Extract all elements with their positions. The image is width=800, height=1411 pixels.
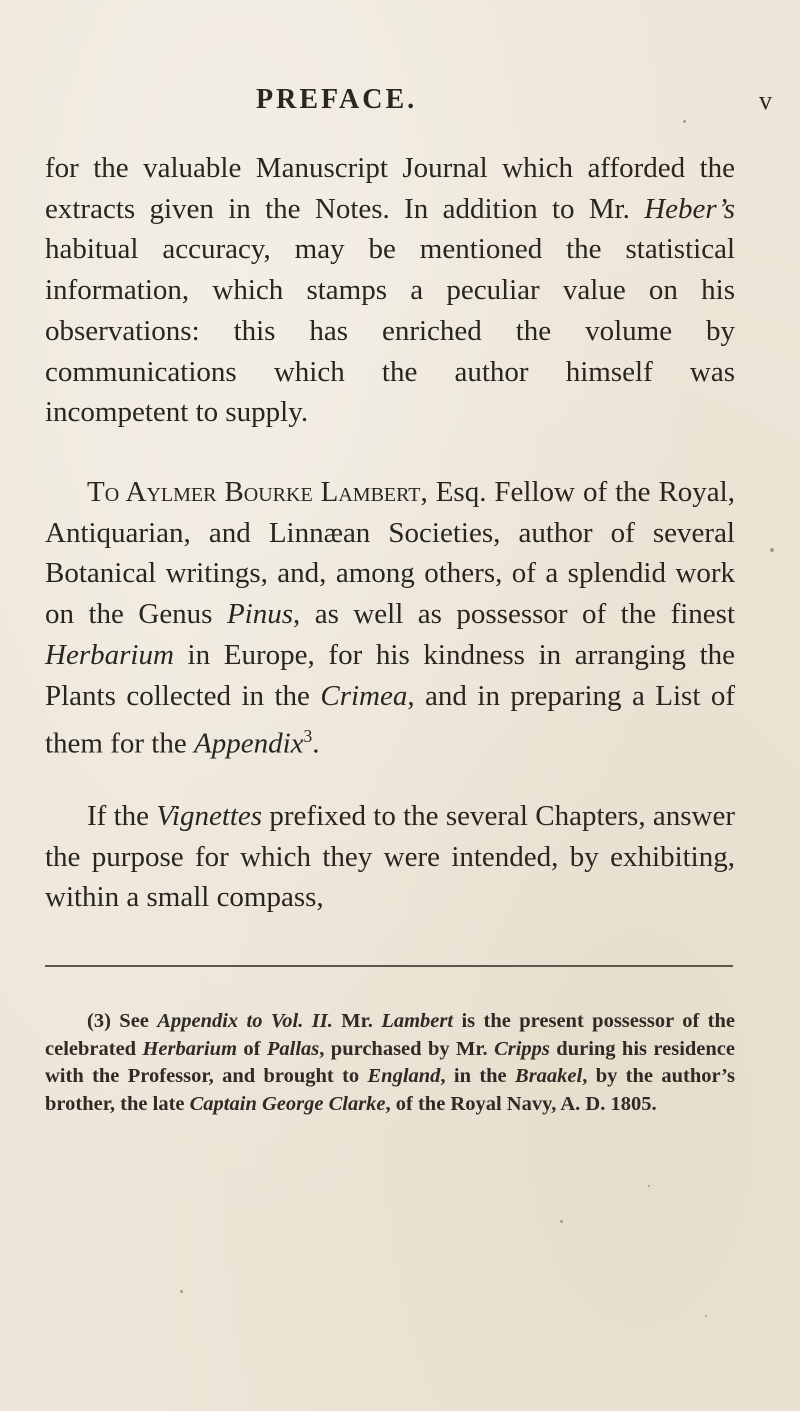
paragraph-3 <box>45 796 735 918</box>
page-header <box>0 84 800 124</box>
footnote-ship: Braakel <box>515 1065 583 1087</box>
appendix-term: Appendix <box>193 727 304 760</box>
footnote-pallas: Pallas <box>266 1037 320 1060</box>
place-crimea: Crimea <box>320 679 408 712</box>
paper-speck <box>180 1290 183 1293</box>
footnote-text-c: of <box>237 1037 267 1060</box>
paper-speck <box>705 1315 707 1317</box>
footnote <box>45 1008 735 1118</box>
footnote-text-d: , purchased by Mr. <box>319 1037 495 1060</box>
paragraph-1 <box>45 148 735 433</box>
herbarium-term: Herbarium <box>45 638 174 671</box>
footnote-appendix: Appendix to Vol. II. <box>157 1010 333 1032</box>
footnote-text-g: , by the author’s brother, the late <box>45 1065 735 1115</box>
vignettes-term: Vignettes <box>156 800 263 832</box>
paper-speck <box>648 1185 650 1187</box>
paper-speck <box>560 1220 563 1223</box>
genus-pinus: Pinus <box>226 598 294 631</box>
footnote-text-h: , of the Royal Navy, A. D. 1805. <box>385 1092 657 1115</box>
paragraph-3-text: If the <box>87 800 157 832</box>
running-title: PREFACE. <box>256 84 418 115</box>
footnote-captain: Captain George Clarke <box>189 1092 386 1115</box>
footnote-herbarium: Herbarium <box>142 1037 238 1060</box>
footnote-marker: 3 <box>303 726 313 747</box>
footnote-england: England <box>367 1065 441 1087</box>
paper-speck <box>770 548 774 552</box>
paragraph-2-text-b: , as well as possessor of the finest <box>293 598 735 631</box>
footnote-divider <box>45 965 733 967</box>
name-heber: Heber’s <box>644 192 735 225</box>
footnote-lambert: Lambert <box>381 1010 454 1032</box>
paragraph-2-text-c: in Europe, for his kindness in arranging the Plants collected in the <box>45 638 735 712</box>
paragraph-1-text: for the valuable Manuscript Journal which afforded the extracts given in the Notes. In addition to Mr. <box>45 152 735 225</box>
paragraph-2-text-d: , and in preparing a List of them for the <box>45 679 736 760</box>
footnote-marker-text: (3) See <box>87 1010 158 1032</box>
name-lambert: To Aylmer Bourke Lambert <box>87 476 421 508</box>
footnote-cripps: Cripps <box>494 1037 550 1060</box>
paragraph-2-text-e: . <box>312 727 320 760</box>
paragraph-2 <box>45 472 735 765</box>
paragraph-3-text-b: prefixed to the several Chapters, answer the purpose for which they were intended, by exhibiting, within a small compass, <box>45 800 735 914</box>
footnote-text-b: is the present possessor of the celebrated <box>45 1010 735 1060</box>
paragraph-2-text: , Esq. Fellow of the Royal, Antiquarian, and Linnæan Societies, author of several Botanical writings, and, among others, of a splendid work on the Genus <box>45 476 735 631</box>
paragraph-1-text-cont: habitual accuracy, may be mentioned the statistical information, which stamps a peculiar value on his observations: this has enriched the volume by communications which the author himself was incompetent to supply. <box>45 233 735 429</box>
footnote-text-a: Mr. <box>332 1010 382 1032</box>
footnote-text-e: during his residence with the Professor, and brought to <box>45 1037 735 1087</box>
page-number: v <box>759 86 772 115</box>
footnote-text-f: , in the <box>440 1065 516 1087</box>
